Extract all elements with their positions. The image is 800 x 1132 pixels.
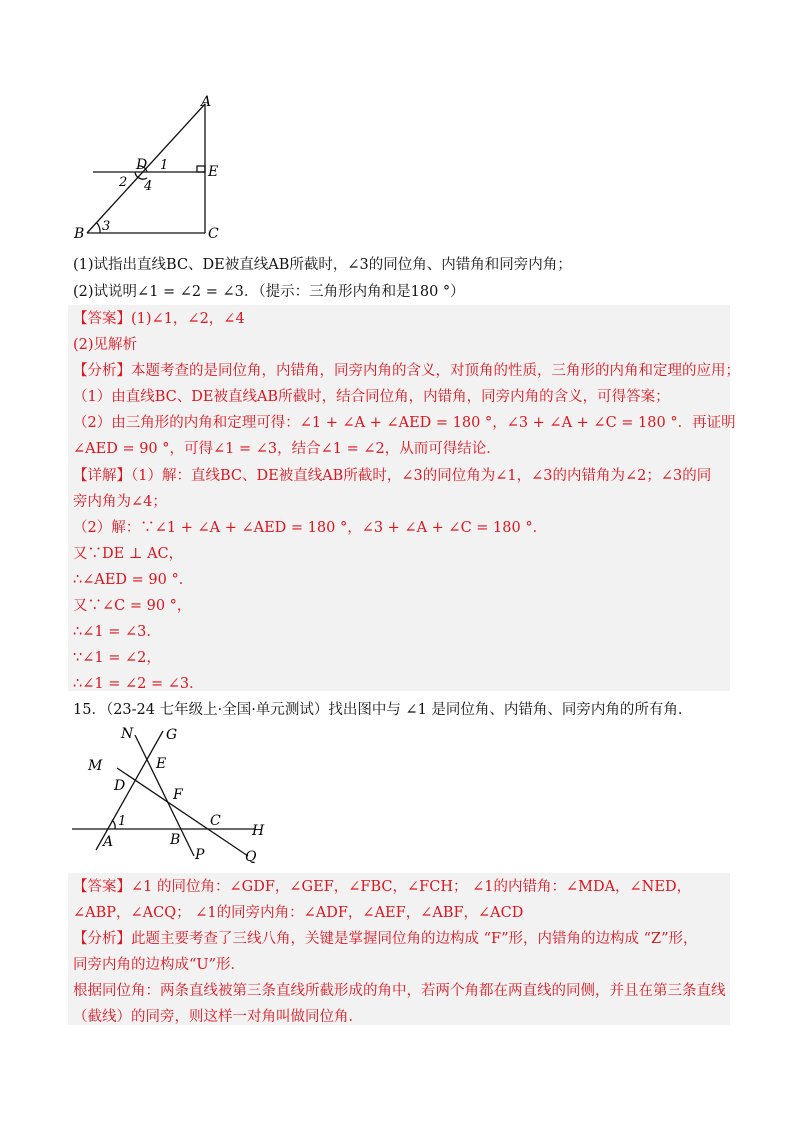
answer-14-part2: (2)见解析 [73,337,138,353]
q14-part2: (2)试说明∠1 = ∠2 = ∠3．（提示：三角形内角和是180 °） [73,284,465,300]
detail-14-6: ∴∠1 = ∠3． [73,624,161,640]
label-G: G [166,727,178,743]
analysis-14: 【分析】本题考查的是同位角，内错角，同旁内角的含义，对顶角的性质，三角形的内角和定理的应用； [73,363,740,379]
label-2: 2 [119,175,128,190]
detail-14-4: ∴∠AED = 90 °． [73,572,194,588]
label-A: A [201,94,212,110]
label-C: C [208,226,219,242]
detail-14-7: ∵∠1 = ∠2， [73,650,161,666]
question-15: 15．（23-24 七年级上·全国·单元测试）找出图中与 ∠1 是同位角、内错角、同旁内角的所有角． [73,702,693,718]
q14-part1: (1)试指出直线BC、DE被直线AB所截时，∠3的同位角、内错角和同旁内角； [73,257,572,273]
detail-14-3: 又∵DE ⊥ AC， [73,546,184,562]
answer-15-l2: ∠ABP，∠ACQ； ∠1的同旁内角：∠ADF，∠AEF，∠ABF，∠ACD [73,905,524,921]
label-1: 1 [160,158,169,173]
label-C: C [210,813,221,829]
label-D: D [136,157,148,173]
answer-14: 【答案】(1)∠1，∠2，∠4 [73,311,245,327]
label-Q: Q [245,849,257,865]
detail-14-1b: 旁内角为∠4； [73,494,167,510]
label-B: B [74,226,85,242]
analysis-15-l5: 根据同位角：两条直线被第三条直线所截形成的角中，若两个角都在两直线的同侧，并且在第三条直线 [73,983,726,999]
detail-14-5: 又∵∠C = 90 °， [73,598,192,614]
detail-14-8: ∴∠1 = ∠2 = ∠3． [73,676,204,692]
analysis-15-l4: 同旁内角的边构成“U”形． [73,957,246,973]
label-E: E [208,164,219,180]
label-1: 1 [118,814,127,829]
analysis-14-1: （1）由直线BC、DE被直线AB所截时，结合同位角，内错角，同旁内角的含义，可得答案； [73,389,670,405]
analysis-14-2b: ∠AED = 90 °，可得∠1 = ∠3，结合∠1 = ∠2，从而可得结论． [73,441,501,457]
label-N: N [121,726,134,742]
detail-14-2: （2）解：∵∠1 + ∠A + ∠AED = 180 °，∠3 + ∠A + ∠C = 180 °． [73,520,548,536]
triangle-figure [60,92,240,244]
detail-14-1: 【详解】（1）解：直线BC、DE被直线AB所截时，∠3的同位角为∠1，∠3的内错角为∠2；∠3的同 [73,468,712,484]
label-4: 4 [144,179,153,194]
label-B: B [170,832,181,848]
label-D: D [114,778,126,794]
answer-15-l1: 【答案】∠1 的同位角：∠GDF，∠GEF，∠FBC，∠FCH； ∠1的内错角：∠MDA，∠NED， [73,879,692,895]
analysis-14-2a: （2）由三角形的内角和定理可得：∠1 + ∠A + ∠AED = 180 °，∠3 + ∠A + ∠C = 180 °．再证明 [73,415,736,431]
label-E: E [156,756,167,772]
label-H: H [252,823,265,839]
label-A: A [103,834,114,850]
label-F: F [173,787,183,803]
three-lines-figure [60,722,280,872]
label-P: P [195,847,205,863]
analysis-15-l6: （截线）的同旁，则这样一对角叫做同位角． [73,1009,363,1025]
label-M: M [88,758,103,774]
label-3: 3 [102,219,111,234]
analysis-15-l3: 【分析】此题主要考查了三线八角，关键是掌握同位角的边构成 “F”形，内错角的边构成 “Z”形， [73,931,698,947]
